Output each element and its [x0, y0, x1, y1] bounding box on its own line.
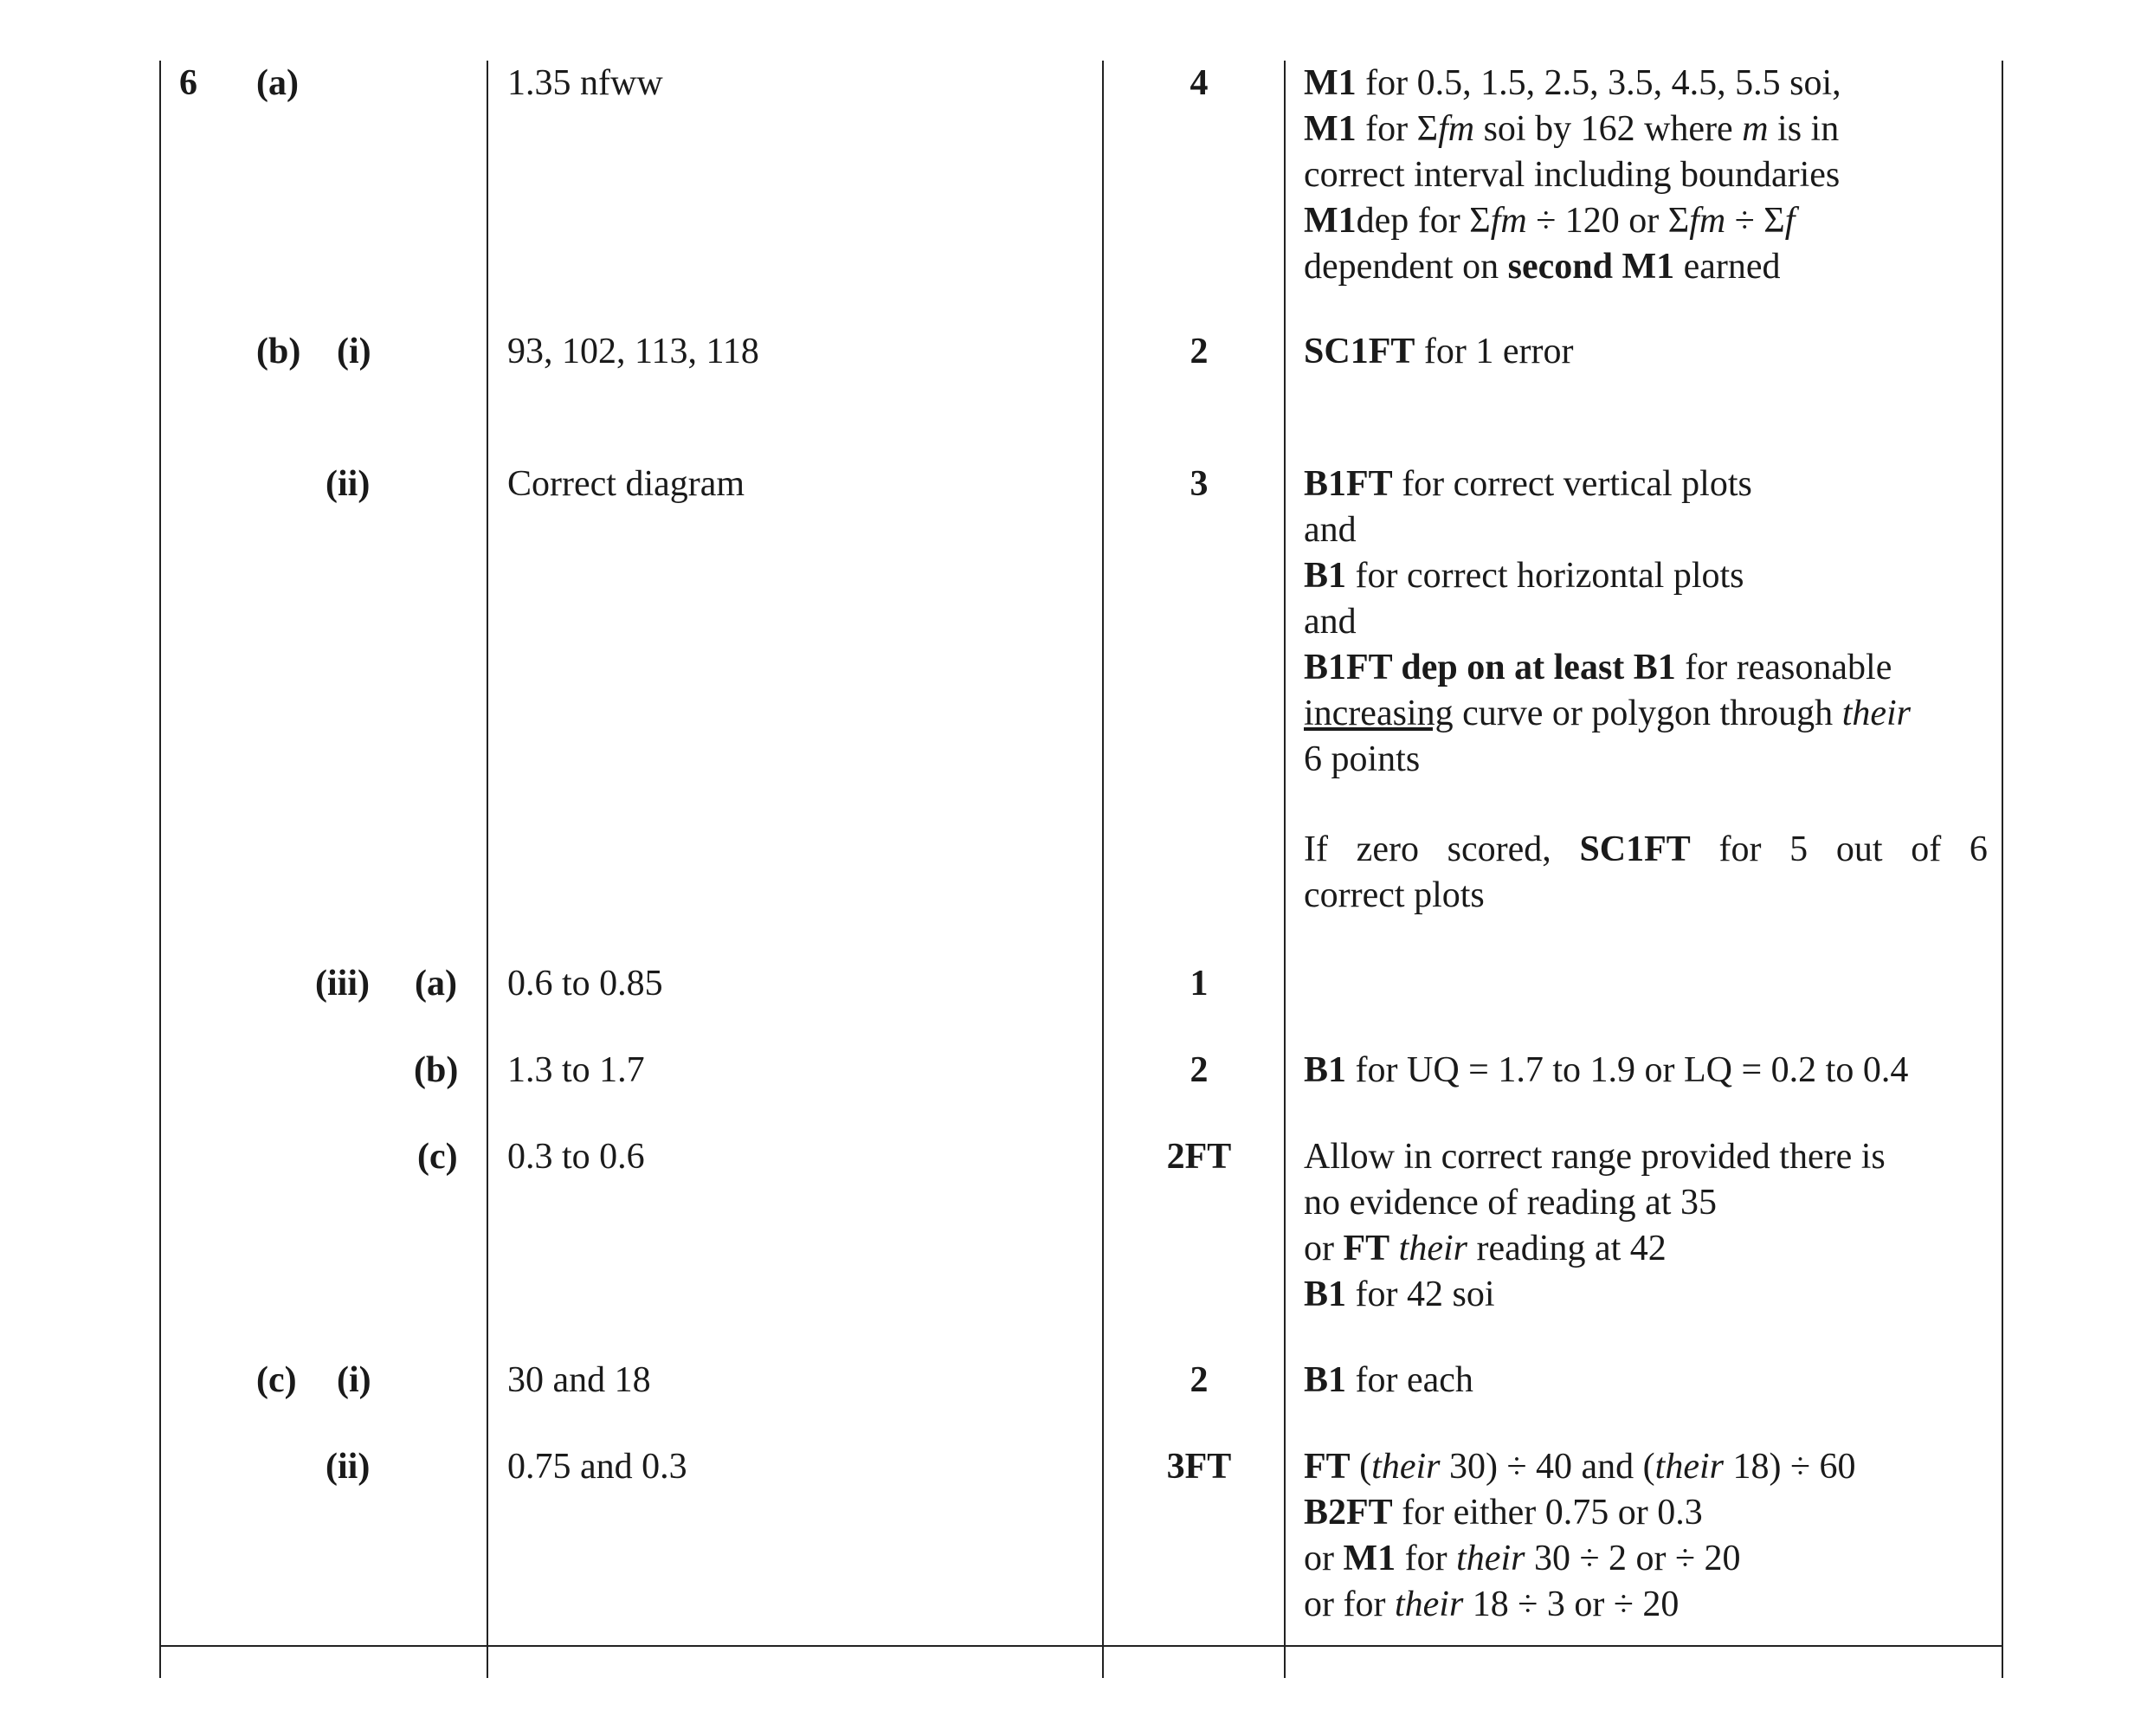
- answer-b-i: 93, 102, 113, 118: [507, 332, 759, 371]
- answer-b-ii: Correct diagram: [507, 464, 745, 504]
- answer-c-i: 30 and 18: [507, 1360, 651, 1400]
- answer-a: 1.35 nfww: [507, 63, 663, 103]
- guidance-b-iii-b: B1 for UQ = 1.7 to 1.9 or LQ = 0.2 to 0.4: [1304, 1050, 1909, 1090]
- subsub-label-b-iii-c: (c): [417, 1137, 458, 1177]
- column-divider-guidance: [1284, 61, 1286, 1678]
- answer-b-iii-c: 0.3 to 0.6: [507, 1137, 645, 1177]
- part-label-b: (b): [256, 332, 301, 371]
- marks-a: 4: [1190, 63, 1209, 103]
- answer-b-iii-b: 1.3 to 1.7: [507, 1050, 645, 1090]
- sub-label-c-ii: (ii): [326, 1447, 371, 1487]
- sub-label-c-i: (i): [337, 1360, 371, 1400]
- marks-b-iii-c: 2FT: [1166, 1137, 1232, 1177]
- table-bottom-rule: [159, 1645, 2003, 1647]
- table-border-left: [159, 61, 161, 1678]
- guidance-b-ii-special-case: If zero scored, SC1FT for 5 out of 6 correct plots: [1304, 829, 1988, 915]
- answer-b-iii-a: 0.6 to 0.85: [507, 964, 663, 1004]
- marks-b-iii-a: 1: [1190, 964, 1209, 1004]
- marks-c-i: 2: [1190, 1360, 1209, 1400]
- part-label-a: (a): [256, 63, 299, 103]
- marks-c-ii: 3FT: [1166, 1447, 1232, 1487]
- sub-label-b-i: (i): [337, 332, 371, 371]
- guidance-c-i: B1 for each: [1304, 1360, 1473, 1400]
- subsub-label-b-iii-a: (a): [415, 964, 457, 1004]
- guidance-c-ii: FT (their 30) ÷ 40 and (their 18) ÷ 60 B2FT for either 0.75 or 0.3 or M1 for their 30 ÷ 2 or ÷ 20 or for their 18 ÷ 3 or ÷ 20: [1304, 1447, 1856, 1624]
- column-divider-marks: [1102, 61, 1104, 1678]
- guidance-b-ii: B1FT for correct vertical plots and B1 for correct horizontal plots and B1FT dep on at least B1 for reasonable increasing curve or polygon through their 6 points: [1304, 464, 1912, 779]
- question-number: 6: [179, 63, 197, 103]
- sub-label-b-ii: (ii): [326, 464, 371, 504]
- table-border-right: [2002, 61, 2003, 1678]
- column-divider-answer: [487, 61, 488, 1678]
- subsub-label-b-iii-b: (b): [414, 1050, 459, 1090]
- guidance-b-i: SC1FT for 1 error: [1304, 332, 1574, 371]
- answer-c-ii: 0.75 and 0.3: [507, 1447, 687, 1487]
- guidance-a: M1 for 0.5, 1.5, 2.5, 3.5, 4.5, 5.5 soi, M1 for Σfm soi by 162 where m is in correct interval including boundaries M1dep for Σfm ÷ 120 or Σfm ÷ Σf dependent on second M1 earned: [1304, 63, 1841, 287]
- marks-b-i: 2: [1190, 332, 1209, 371]
- marks-b-ii: 3: [1190, 464, 1209, 504]
- sub-label-b-iii: (iii): [315, 964, 370, 1004]
- guidance-b-iii-c: Allow in correct range provided there is no evidence of reading at 35 or FT their reading at 42 B1 for 42 soi: [1304, 1137, 1886, 1314]
- marks-b-iii-b: 2: [1190, 1050, 1209, 1090]
- part-label-c: (c): [256, 1360, 297, 1400]
